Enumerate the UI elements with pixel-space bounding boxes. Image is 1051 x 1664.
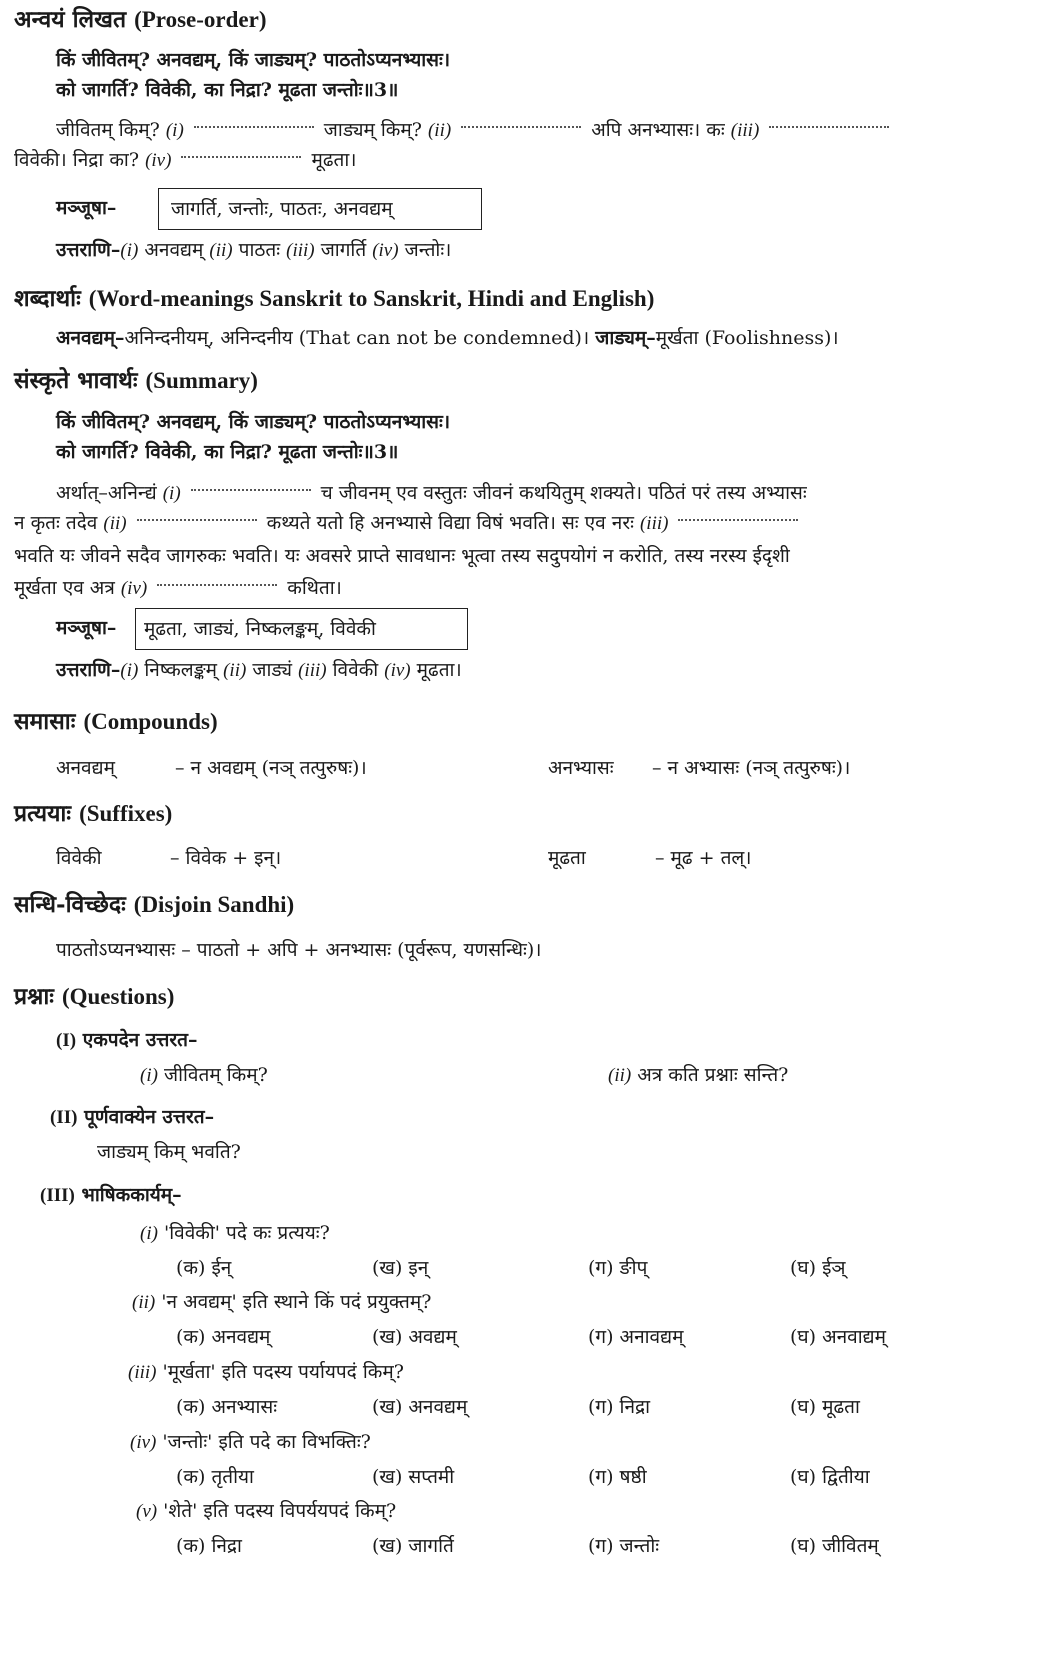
compound-desc: – न अभ्यासः (नञ् तत्पुरुषः)। — [652, 757, 851, 779]
compound-word: अनभ्यासः — [548, 757, 614, 779]
mcq-question — [136, 1497, 396, 1526]
mcq-option: (ग) निद्रा — [588, 1396, 651, 1418]
mcq-option: (ख) इन् — [372, 1257, 429, 1279]
section-heading-questions: प्रश्नाः (Questions) — [14, 983, 175, 1010]
word-box — [135, 608, 468, 650]
section-heading-sandhi: सन्धि-विच्छेदः (Disjoin Sandhi) — [14, 891, 295, 918]
suffix-desc: – विवेक + इन्। — [170, 847, 282, 869]
mcq-option: (ख) सप्तमी — [372, 1466, 455, 1488]
mcq-number: (iii) — [128, 1362, 157, 1383]
mcq-option: (घ) अनवाद्यम् — [790, 1326, 886, 1348]
mcq-option: (क) ईन् — [176, 1257, 232, 1279]
mcq-question — [132, 1288, 431, 1317]
question-group-title: (III) भाषिककार्यम्– — [40, 1184, 182, 1206]
mcq-option: (घ) मूढता — [790, 1396, 860, 1418]
summary-line: मूर्खता एव अत्र (iv) कथिता। — [14, 574, 342, 603]
mcq-option: (क) अनवद्यम् — [176, 1326, 271, 1348]
verse-line: किं जीवितम्? अनवद्यम्, किं जाड्यम्? पाठतोऽप्यनभ्यासः। — [56, 49, 451, 71]
mcq-option: (घ) जीवितम् — [790, 1535, 879, 1557]
mcq-option: (ग) जन्तोः — [588, 1535, 660, 1557]
verse-line: को जागर्ति? विवेकी, का निद्रा? मूढता जन्तोः॥3॥ — [56, 79, 399, 101]
mcq-option: (घ) ईञ् — [790, 1257, 846, 1279]
mcq-option: (ग) ङीप् — [588, 1257, 648, 1279]
mcq-number: (ii) — [132, 1292, 156, 1313]
word-box-text: जागर्ति, जन्तोः, पाठतः, अनवद्यम् — [171, 198, 393, 220]
question-item: (i) जीवितम् किम्? — [140, 1064, 268, 1086]
suffix-word: मूढता — [548, 847, 586, 869]
mcq-text: 'जन्तोः' इति पदे का विभक्तिः? — [162, 1431, 371, 1453]
sandhi-row: पाठतोऽप्यनभ्यासः – पाठतो + अपि + अनभ्यासः (पूर्वरूप, यणसन्धिः)। — [56, 939, 542, 961]
summary-line: न कृतः तदेव (ii) कथ्यते यतो हि अनभ्यासे विद्या विषं भवति। सः एव नरः (iii) — [14, 509, 808, 538]
mcq-option: (ख) अवद्यम् — [372, 1326, 457, 1348]
mcq-option: (क) तृतीया — [176, 1466, 254, 1488]
summary-line: भवति यः जीवने सदैव जागरुकः भवति। यः अवसरे प्राप्ते सावधानः भूत्वा तस्य सदुपयोगं न करोति, तस्य नरस्य ईदृशी — [14, 545, 790, 567]
mcq-text: 'मूर्खता' इति पदस्य पर्यायपदं किम्? — [162, 1361, 404, 1383]
mcq-option: (ख) अनवद्यम् — [372, 1396, 468, 1418]
mcq-option: (ग) षष्ठी — [588, 1466, 647, 1488]
mcq-text: 'न अवद्यम्' इति स्थाने किं पदं प्रयुक्तम्? — [161, 1291, 432, 1313]
verse-line: किं जीवितम्? अनवद्यम्, किं जाड्यम्? पाठतोऽप्यनभ्यासः। — [56, 411, 451, 433]
word-box — [158, 188, 482, 230]
fill-blank-line: विवेकी। निद्रा का? (iv) मूढता। — [14, 146, 356, 175]
mcq-number: (v) — [136, 1501, 158, 1522]
mcq-number: (i) — [140, 1223, 158, 1244]
mcq-question — [128, 1358, 404, 1387]
answers: उत्तराणि–(i) अनवद्यम् (ii) पाठतः (iii) जागर्ति (iv) जन्तोः। — [56, 239, 452, 261]
section-heading-summary: संस्कृते भावार्थः (Summary) — [14, 367, 258, 394]
mcq-number: (iv) — [130, 1432, 157, 1453]
mcq-option: (ख) जागर्ति — [372, 1535, 454, 1557]
suffix-word: विवेकी — [56, 847, 102, 869]
mcq-option: (घ) द्वितीया — [790, 1466, 870, 1488]
mcq-option: (ग) अनावद्यम् — [588, 1326, 684, 1348]
question-item: जाड्यम् किम् भवति? — [97, 1141, 241, 1163]
mcq-text: 'शेते' इति पदस्य विपर्ययपदं किम्? — [163, 1500, 397, 1522]
fill-blank-line: जीवितम् किम्? (i) जाड्यम् किम्? (ii) अपि अनभ्यासः। कः (iii) — [56, 116, 899, 145]
question-group-title: (II) पूर्णवाक्येन उत्तरत– — [50, 1106, 215, 1128]
compound-desc: – न अवद्यम् (नञ् तत्पुरुषः)। — [175, 757, 367, 779]
section-heading-compounds: समासाः (Compounds) — [14, 708, 218, 735]
mcq-question — [140, 1219, 330, 1248]
mcq-text: 'विवेकी' पदे कः प्रत्ययः? — [163, 1222, 330, 1244]
summary-line: अर्थात्–अनिन्द्यं (i) च जीवनम् एव वस्तुतः जीवनं कथयितुम् शक्यते। पठितं परं तस्य अभ्यासः — [56, 479, 807, 508]
manjusha-label: मञ्जूषा– — [56, 617, 117, 639]
answers: उत्तराणि–(i) निष्कलङ्कम् (ii) जाड्यं (iii) विवेकी (iv) मूढता। — [56, 659, 462, 681]
verse-line: को जागर्ति? विवेकी, का निद्रा? मूढता जन्तोः॥3॥ — [56, 441, 399, 463]
section-heading-word-meanings: शब्दार्थाः (Word-meanings Sanskrit to Sanskrit, Hindi and English) — [14, 285, 655, 312]
section-heading-prose-order: अन्वयं लिखत (Prose-order) — [14, 6, 267, 33]
word-box-text: मूढता, जाड्यं, निष्कलङ्कम्, विवेकी — [144, 618, 376, 640]
compound-word: अनवद्यम् — [56, 757, 115, 779]
mcq-option: (क) अनभ्यासः — [176, 1396, 278, 1418]
mcq-question — [130, 1428, 371, 1457]
manjusha-label: मञ्जूषा– — [56, 197, 117, 219]
question-group-title: (I) एकपदेन उत्तरत– — [56, 1029, 198, 1051]
word-meanings-line: अनवद्यम्–अनिन्दनीयम्, अनिन्दनीय (That can not be condemned)। जाड्यम्–मूर्खता (Foolishness)। — [56, 327, 839, 349]
question-item: (ii) अत्र कति प्रश्नाः सन्ति? — [608, 1064, 789, 1086]
suffix-desc: – मूढ + तल्। — [655, 847, 752, 869]
mcq-option: (क) निद्रा — [176, 1535, 242, 1557]
section-heading-suffixes: प्रत्ययाः (Suffixes) — [14, 800, 173, 827]
